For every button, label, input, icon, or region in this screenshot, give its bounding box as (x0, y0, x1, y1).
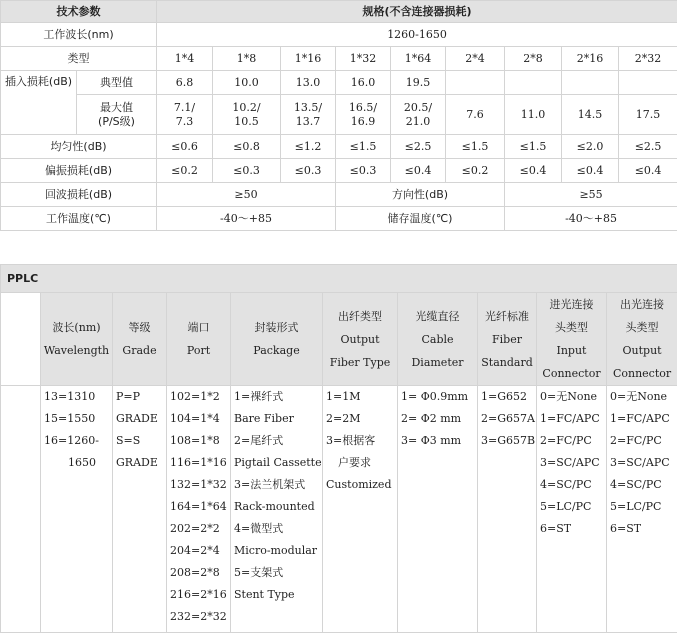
max-value: 14.5 (562, 95, 619, 135)
max-value: 20.5/ 21.0 (391, 95, 446, 135)
storage-temperature-value: -40～+85 (505, 207, 677, 231)
col-head-input-connector: 进光连接 头类型 Input Connector (537, 293, 607, 386)
uniformity-value: ≤0.8 (213, 135, 281, 159)
typical-value: 16.0 (336, 71, 391, 95)
uniformity-value: ≤1.5 (446, 135, 505, 159)
blank-cell (1, 386, 41, 633)
pdl-value: ≤0.3 (281, 159, 336, 183)
col-head-output-connector: 出光连接 头类型 Output Connector (607, 293, 677, 386)
type-value: 1*32 (336, 47, 391, 71)
spec-header-right: 规格(不含连接器损耗) (157, 1, 677, 23)
typical-value: 6.8 (157, 71, 213, 95)
col-head-output-fiber: 出纤类型 Output Fiber Type (323, 293, 398, 386)
col-head-wavelength: 波长(nm) Wavelength (41, 293, 113, 386)
col-cable-diameter-options: 1= Φ0.9mm 2= Φ2 mm 3= Φ3 mm (398, 386, 478, 633)
col-grade-options: P=P GRADE S=S GRADE (113, 386, 167, 633)
typical-value (446, 71, 505, 95)
pdl-value: ≤0.4 (619, 159, 677, 183)
return-loss-value: ≥50 (157, 183, 336, 207)
type-value: 2*16 (562, 47, 619, 71)
uniformity-value: ≤0.6 (157, 135, 213, 159)
pdl-value: ≤0.2 (446, 159, 505, 183)
directivity-value: ≥55 (505, 183, 677, 207)
max-value: 7.6 (446, 95, 505, 135)
typical-value (619, 71, 677, 95)
col-port-options: 102=1*2 104=1*4 108=1*8 116=1*16 132=1*32 164=1*64 202=2*2 204=2*4 208=2*8 216=2*16 232=2*32 (167, 386, 231, 633)
type-value: 1*4 (157, 47, 213, 71)
type-value: 1*64 (391, 47, 446, 71)
max-value: 11.0 (505, 95, 562, 135)
pdl-value: ≤0.2 (157, 159, 213, 183)
col-head-package: 封装形式 Package (231, 293, 323, 386)
max-label: 最大值 (P/S级) (77, 95, 157, 135)
uniformity-value: ≤2.5 (619, 135, 677, 159)
storage-temperature-label: 储存温度(℃) (336, 207, 505, 231)
spec-header-left: 技术参数 (1, 1, 157, 23)
typical-value (505, 71, 562, 95)
section-gap (0, 243, 677, 263)
uniformity-value: ≤1.5 (505, 135, 562, 159)
pdl-value: ≤0.3 (213, 159, 281, 183)
max-value: 16.5/ 16.9 (336, 95, 391, 135)
temperature-label: 工作温度(℃) (1, 207, 157, 231)
max-value: 17.5 (619, 95, 677, 135)
col-output-fiber-options: 1=1M 2=2M 3=根据客 户要求 Customized (323, 386, 398, 633)
typical-value: 10.0 (213, 71, 281, 95)
return-loss-label: 回波损耗(dB) (1, 183, 157, 207)
blank-cell (1, 293, 41, 386)
type-value: 1*8 (213, 47, 281, 71)
max-value: 10.2/ 10.5 (213, 95, 281, 135)
pplc-title: PPLC (1, 265, 677, 293)
directivity-label: 方向性(dB) (336, 183, 505, 207)
wavelength-value: 1260-1650 (157, 23, 677, 47)
spec-table (0, 0, 677, 231)
col-head-cable-diameter: 光缆直径 Cable Diameter (398, 293, 478, 386)
col-fiber-standard-options: 1=G652 2=G657A 3=G657B (478, 386, 537, 633)
pdl-label: 偏振损耗(dB) (1, 159, 157, 183)
typical-value (562, 71, 619, 95)
type-value: 2*4 (446, 47, 505, 71)
uniformity-value: ≤2.0 (562, 135, 619, 159)
col-head-fiber-standard: 光纤标准 Fiber Standard (478, 293, 537, 386)
type-label: 类型 (1, 47, 157, 71)
wavelength-label: 工作波长(nm) (1, 23, 157, 47)
col-wavelength-options: 13=1310 15=1550 16=1260- 1650 (41, 386, 113, 633)
typical-label: 典型值 (77, 71, 157, 95)
max-value: 13.5/ 13.7 (281, 95, 336, 135)
type-value: 2*8 (505, 47, 562, 71)
col-package-options: 1=裸纤式 Bare Fiber 2=尾纤式 Pigtail Cassette 3=法兰机架式 Rack-mounted 4=微型式 Micro-modular 5=支架式 Stent Type (231, 386, 323, 633)
type-value: 1*16 (281, 47, 336, 71)
col-head-port: 端口 Port (167, 293, 231, 386)
pdl-value: ≤0.4 (505, 159, 562, 183)
temperature-value: -40～+85 (157, 207, 336, 231)
pdl-value: ≤0.4 (391, 159, 446, 183)
type-value: 2*32 (619, 47, 677, 71)
pdl-value: ≤0.4 (562, 159, 619, 183)
uniformity-value: ≤1.5 (336, 135, 391, 159)
max-value: 7.1/ 7.3 (157, 95, 213, 135)
typical-value: 19.5 (391, 71, 446, 95)
uniformity-value: ≤1.2 (281, 135, 336, 159)
pdl-value: ≤0.3 (336, 159, 391, 183)
uniformity-value: ≤2.5 (391, 135, 446, 159)
insertion-loss-label: 插入损耗(dB) (1, 71, 77, 135)
col-head-grade: 等级 Grade (113, 293, 167, 386)
col-output-connector-options: 0=无None 1=FC/APC 2=FC/PC 3=SC/APC 4=SC/PC 5=LC/PC 6=ST (607, 386, 677, 633)
col-input-connector-options: 0=无None 1=FC/APC 2=FC/PC 3=SC/APC 4=SC/PC 5=LC/PC 6=ST (537, 386, 607, 633)
typical-value: 13.0 (281, 71, 336, 95)
pplc-table (0, 264, 677, 633)
uniformity-label: 均匀性(dB) (1, 135, 157, 159)
